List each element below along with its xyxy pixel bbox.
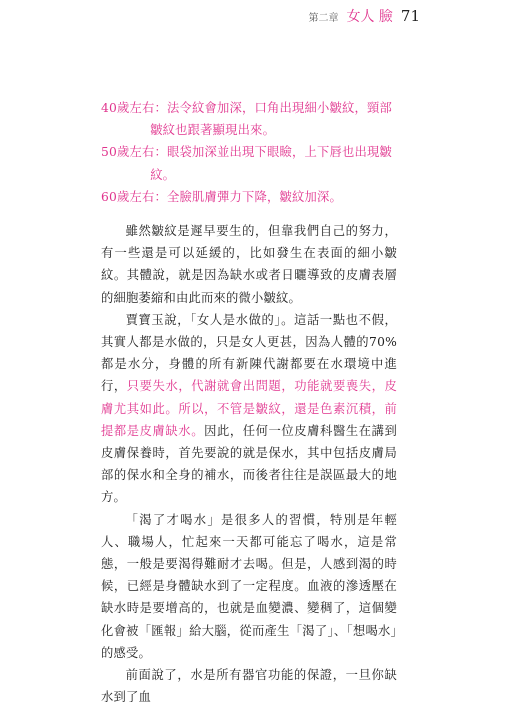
paragraph-wrinkle-delay: 雖然皺紋是遲早要生的，但靠我們自己的努力，有一些還是可以延緩的，比如發生在表面的細小皺紋。其體說，就是因為缺水或者日曬導致的皮膚表層的細胞萎縮和由此而來的微小皺紋。 — [101, 224, 397, 305]
age-item-60: 60歲左右：全臉肌膚彈力下降，皺紋加深。 — [101, 189, 342, 204]
paragraph-water-outro: 因此，任何一位皮膚科醫生在講到皮膚保養時，首先要說的就是保水，其中包括皮膚局部的保水和全身的補水，而後者往往是誤區最大的地方。 — [101, 423, 397, 505]
page-body — [101, 97, 397, 708]
age-item-50: 50歲左右：眼袋加深並出現下眼瞼，上下唇也出現皺紋。 — [101, 145, 392, 182]
age-wrinkle-list — [101, 97, 397, 208]
running-header — [308, 6, 420, 26]
paragraph-thirst: 「渴了才喝水」是很多人的習慣，特別是年輕人、職場人，忙起來一天都可能忘了喝水，這是常態，一般是要渴得難耐才去喝。但是，人感到渴的時候，已經是身體缺水到了一定程度。血液的滲透壓在缺水時是要增高的，也就是血變濃、變稠了，這個變化會被「匯報」給大腦，從而產生「渴了」、「想喝水」的感受。 — [101, 512, 397, 660]
age-item-40: 40歲左右：法令紋會加深，口角出現細小皺紋，頸部皺紋也跟著顯現出來。 — [101, 101, 392, 138]
paragraph-water-intro: 賈寶玉說，「女人是水做的」。這話一點也不假，其實人都是水做的，只是女人更甚，因為人體的70%都是水分，身體的所有新陳代謝都要在水環境中進行， — [101, 312, 397, 394]
paragraph-water — [101, 309, 397, 509]
page-number: 71 — [400, 7, 420, 25]
paragraph-organs: 前面說了，水是所有器官功能的保證，一旦你缺水到了血 — [101, 668, 397, 705]
chapter-title: 女人 臉 — [346, 9, 393, 25]
chapter-label: 第二章 — [308, 13, 339, 24]
paragraph-water-highlight: 只要失水，代謝就會出問題，功能就要喪失，皮膚尤其如此。所以，不管是皺紋，還是色素沉積，前提都是皮膚缺水。 — [101, 379, 398, 438]
